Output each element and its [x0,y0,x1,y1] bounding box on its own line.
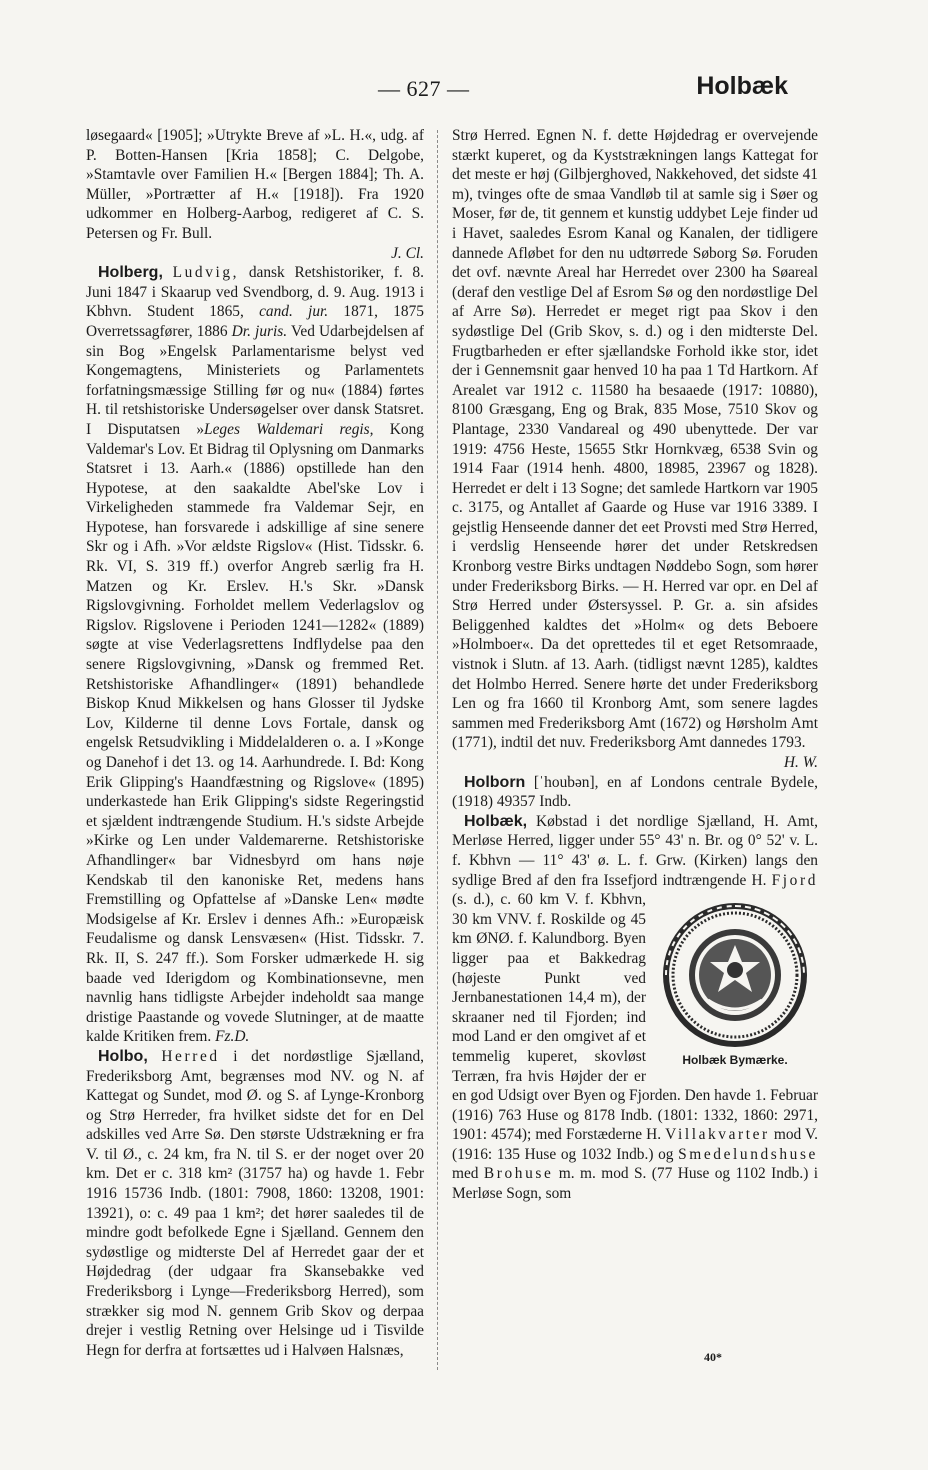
spaced-term: Brohuse [483,1165,554,1183]
printer-signature: 40* [704,1350,722,1364]
entry-holbo: Holbo, Herred i det nordøstlige Sjælland, Frederiksborg Amt, begrænses mod NV. og N. af Kattegat og Sundet, mod Ø. og S. af Lynge-Kronborg og Strø Herreder, fra hvilket sidste det for en Del adskilles ved Arre Sø. Den største Udstrækning er fra V. til Ø., c. 24 km, fra N. til S. er der noget over 20 km. Det er c. 318 km² (31757 ha) og havde 1. Febr 1916 15736 Indb. (1801: 7908, 1860: 13208, 1901: 13921), o: c. 49 paa 1 km²; det hører saaledes til de mindre godt befolkede Egne i Sjælland. Gennem den sydøstlige og midterste Del af Herredet gaar der et Højdedrag (der udgaar fra Skansebakke ved Frederiksborg i Lynge—Frederiksborg Herred), som strækker sig mod N. gennem Grib Skov og derpaa drejer i vestlig Retning over Helsinge ud i Tisvilde Hegn for derfra at fortsættes ud i Halvøen Halsnæs, [86,1047,424,1359]
spaced-term: Villakvarter [665,1126,770,1144]
paragraph-holbo-continued: Strø Herred. Egnen N. f. dette Højdedrag er overvejende stærkt kuperet, og da Kyststrækningen langs Kattegat for det meste er høj (Gilbjerghoved, Nakkehoved, det sidste 41 m), tvinges ofte de smaa Vandløb til at samle sig i Søer og Moser, før de, tit gennem et kunstig uddybet Leje finder ud i Havet, saaledes Esrom Kanal og Kanalen, der tidligere dannede Afløbet for den nu udtørrede Søborg Sø. Foruden det ovf. nævnte Areal har Herredet over 2300 ha Søareal (deraf den vestlige Del af Esrom Sø og den nordøstlige Del af Arre Sø). Herredet er meget rigt paa Skov i den sydøstlige Del (Grib Skov, s. d.) og i den midterste Del. Frugtbarheden er efter sjællandske Forhold ikke stor, idet der i Gennemsnit gaar henved 10 ha paa 1 Td Hartkorn. Af Arealet var 1912 c. 11580 ha besaaede (1917: 10880), 8100 Græsgang, Eng og Brak, 835 Mose, 7510 Skov og Plantage, 2330 Vandareal og 490 ubenyttede. Der var 1919: 4756 Heste, 15655 Stkr Hornkvæg, 6538 Svin og 1914 Faar (1914 henh. 4800, 18985, 23967 og 1828). Herredet er delt i 13 Sogne; det samlede Hartkorn var 1905 c. 3175, og Antallet af Gaarde og Huse var 1916 3389. I gejstlig Henseende danner det eet Provsti med Strø Herred, i verdslig Henseende hører det under Retskredsen Kronborg vestre Birks undtagen Nøddebo Sogn, som hører under Frederiksborg Birks. — H. Herred var opr. en Del af Strø Herred under Østersyssel. P. Gr. a. sin afsides Beliggenhed kaldtes det »Holm« og dets Beboere »Holmboer«. Da det oprettedes til et eget Retsomraade, vistnok i Slutn. af 13. Aarh. (tidligst nævnt 1285), kaldtes det Holmbo Herred. Senere hørte det under Frederiksborg Len og fra 1660 til Kronborg Amt, som senere lagdes sammen med Frederiksborg Amt (1672) og Hørsholm Amt (1771), indtil det nuv. Frederiksborg Amt dannedes 1793. H. W. [452,127,818,771]
column-divider [437,130,438,1370]
running-head: Holbæk [696,72,788,100]
entry-holbaek: Holbæk, Købstad i det nordlige Sjælland, H. Amt, Merløse Herred, ligger under 55° 43' n. Br. og 0° 52' v. L. f. Kbhvn — 11° 43' ø. L. f. Grw. (Kirken) langs den sydlige Bred af den fra Issefjord indtrængende H. Holbæk Bymærke. Fjord (s. d.), c. 60 km V. f. Kbhvn, 30 km VNV. f. Roskilde og 45 km ØNØ. f. Kalundborg. Byen ligger paa et Bakkedrag (højeste Punkt ved Jernbanestationen 14,4 m), der skraaner ned til Fjorden; ind mod Land er den omgivet af et temmelig kuperet, skovløst Terræn, fra hvis Højder der er en god Udsigt over Byen og Fjorden. Den havde 1. Februar (1916) 763 Huse og 8178 Indb. (1801: 1332, 1860: 2971, 1901: 4574); med Forstæderne H. Villakvarter mod V. (1916: 135 Huse og 1032 Indb.) og Smedelundshuse med Brohuse m. m. mod S. (77 Huse og 1102 Indb.) i Merløse Sogn, som [452,812,818,1203]
spaced-term: Herred [161,1047,220,1065]
author-signature: J. Cl. [391,244,424,262]
figure-holbaek-seal [652,900,818,1071]
author-signature: Fz.D. [215,1028,250,1046]
spaced-term: Smedelundshuse [678,1145,818,1163]
spaced-term: Fjord [771,871,818,889]
left-column [86,126,424,1360]
headword: Holbo, [98,1047,148,1065]
person-name: Ludvig, [172,264,240,282]
headword: Holberg, [98,264,163,282]
entry-holberg: Holberg, Ludvig, dansk Retshistoriker, f. 8. Juni 1847 i Skaarup ved Svendborg, d. 9. Aug. 1913 i Kbhvn. Student 1865, cand. jur. 1871, 1875 Overretssagfører, 1886 Dr. juris. Ved Udarbejdelsen af sin Bog »Engelsk Parlamentarisme belyst ved Kongemagtens, Ministeriets og Parlamentets forfatningsmæssige Stilling før og nu« (1884) førtes H. til retshistoriske Undersøgelser over dansk Statsret. I Disputatsen »Leges Waldemari regis, Kong Valdemar's Lov. Et Bidrag til Oplysning om Danmarks Statsret i 13. Aarh.« (1886) opstillede han den Hypotese, at den saakaldte Abel'ske Lov i Virkeligheden stammede fra Valdemar Sejr, en Hypotese, han forsvarede i adskillige af sine senere Skr og i Afh. »Vor ældste Rigslov« (Hist. Tidsskr. 6. Rk. VI, S. 319 ff.) overfor Angreb særlig fra H. Matzen og Kr. Erslev. H.'s Skr. »Dansk Rigslovgivning. Forholdet mellem Vederlagslov og Rigslov. Rigslovene i Perioden 1241—1282« (1889) søgte at vise Vederlagsrettens Indflydelse paa den senere Rigslovgivning, »Dansk og fremmed Ret. Retshistoriske Afhandlinger« (1891) behandlede Biskop Knud Mikkelsen og hans Glosser til Jydske Lov, Kilderne til denne Lovs Fortale, dansk og engelsk Retsudvikling i Middelalderen o. a. I »Konge og Danehof i det 13. og 14. Aarhundrede. I. Bd: Kong Erik Glipping's Haandfæstning og Rigslove« (1895) underkastede han Erik Glipping's sidste Regeringstid et sjældent indtrængende Studium. H.'s sidste Arbejde »Kirke og Len under Valdemarerne. Retshistoriske Afhandlinger« bar Vidnesbyrd om hans nøje Kendskab til den kanoniske Ret, medens hans Fremstilling og Opfattelse af »Danske Len« mødte Modsigelse af Kr. Erslev i dennes Afh.: »Europæisk Feudalisme og dansk Lensvæsen« (Hist. Tidsskr. 7. Rk. II, S. 247 ff.). Som Forsker udmærkede H. sig baade ved Iderigdom og Kombinationsevne, men navnlig hans tidligste Arbejder indeholdt saa mange dristige Paastande og vovede Slutninger, at de maatte kalde Kritiken frem. Fz.D. [86,264,425,1046]
entry-holborn: Holborn [ˈhoubən], en af Londons centrale Bydele, (1918) 49357 Indb. [452,773,818,811]
right-column [452,126,818,1204]
page-number: — 627 — [378,76,470,101]
page-header [0,68,928,108]
headword: Holborn [464,773,526,791]
headword: Holbæk, [464,812,528,830]
paragraph-holberg-bibliography: løsegaard« [1905]; »Utrykte Breve af »L. H.«, udg. af P. Botten-Hansen [Kria 1858]; C. Delgobe, »Stamtavle over Familien H.« [Bergen 1884]; Th. A. Müller, »Portrætter af H.« [1918]). Fra 1920 udkommer en Holberg-Aarbog, redigeret af C. S. Petersen og Fr. Bull. [86,127,424,242]
figure-caption: Holbæk Bymærke. [682,1053,788,1068]
author-signature: H. W. [783,754,818,771]
city-seal-icon [660,900,810,1050]
